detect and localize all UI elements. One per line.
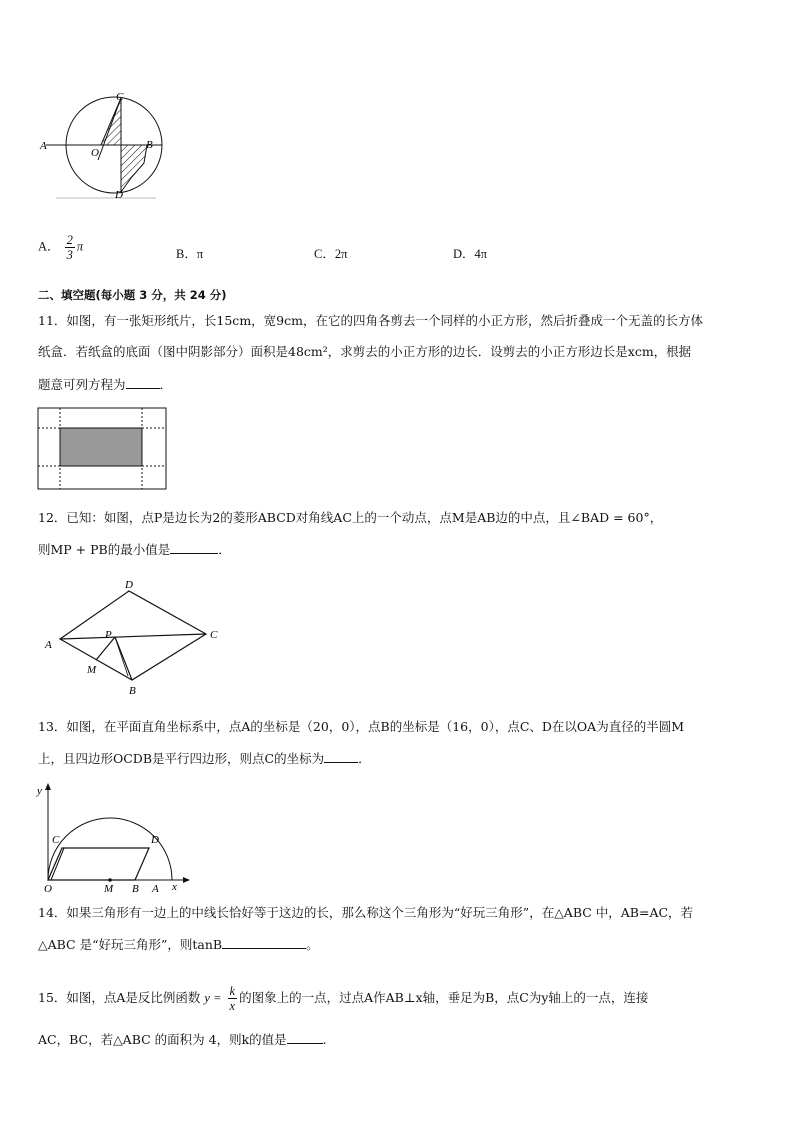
q10-circle-figure (36, 88, 166, 203)
q12-line1: 12．已知：如图，点P是边长为2的菱形ABCD对角线AC上的一个动点，点M是AB边的中点，且∠BAD = 60°， (38, 510, 663, 525)
q14-answer-blank[interactable] (222, 936, 306, 949)
shaded-region-upper (101, 98, 121, 145)
q13-answer-blank[interactable] (324, 750, 358, 763)
label-m: M (104, 883, 114, 895)
q12-answer-blank[interactable] (170, 541, 218, 554)
q11-line2: 纸盒．若纸盒的底面（图中阴影部分）面积是48cm²，求剪去的小正方形的边长．设剪去的小正方形边长是xcm，根据 (38, 344, 692, 359)
option-a-fraction (65, 233, 75, 262)
q11-rectangle-figure (37, 407, 169, 493)
q14-line2-end: 。 (306, 937, 319, 952)
q11-line3-end: ． (159, 377, 173, 392)
section-heading: 二、填空题(每小题 3 分，共 24 分) (38, 288, 227, 302)
q15-function-y: y = (204, 991, 222, 1005)
label-a: A (152, 883, 159, 895)
x-axis-arrow (183, 877, 190, 883)
label-o: O (44, 883, 52, 895)
q14-line1: 14．如果三角形有一边上的中线长恰好等于这边的长，那么称这个三角形为“好玩三角形”，在△ABC 中，AB=AC，若 (38, 905, 694, 920)
q12-rhombus-figure (40, 576, 230, 700)
diagonal-ac (60, 634, 206, 639)
q11-line1: 11．如图，有一张矩形纸片，长15cm，宽9cm，在它的四角各剪去一个同样的小正方形，然后折叠成一个无盖的长方体 (38, 313, 703, 328)
shaded-region-lower (121, 145, 147, 192)
label-a: A (45, 639, 52, 651)
option-c[interactable]: C．2π (314, 247, 348, 261)
q15-line1-post: 的图象上的一点，过点A作AB⊥x轴，垂足为B，点C为y轴上的一点，连接 (239, 990, 649, 1005)
q13-line1: 13．如图，在平面直角坐标系中，点A的坐标是（20，0），点B的坐标是（16，0），点C、D在以OA为直径的半圆M (38, 719, 684, 734)
label-o: O (91, 147, 99, 159)
chord-oc-inner (51, 848, 64, 880)
option-b[interactable]: B．π (176, 247, 204, 261)
q12-line2 (38, 541, 231, 558)
option-a-label: A． (38, 239, 60, 254)
rhombus-abcd (60, 591, 206, 680)
label-d: D (151, 834, 159, 846)
fraction-denominator: x (229, 999, 236, 1013)
fraction-numerator: k (229, 984, 236, 998)
q15-line1 (38, 984, 648, 1013)
option-a-suffix: π (76, 239, 84, 254)
label-d: D (125, 579, 133, 591)
label-m: M (87, 664, 97, 676)
option-a[interactable] (38, 233, 83, 262)
fraction-numerator: 2 (66, 233, 73, 247)
fraction-denominator: 3 (66, 248, 73, 262)
label-c: C (52, 834, 60, 846)
label-c: C (210, 629, 218, 641)
semicircle-m (48, 818, 172, 880)
q13-line2-end: ． (358, 751, 371, 766)
q12-line2-end: ． (218, 542, 231, 557)
q11-answer-blank[interactable] (126, 376, 160, 389)
parallelogram-ocdb (48, 848, 149, 880)
q12-line2-text: 则MP + PB的最小值是 (38, 542, 171, 557)
q15-fraction (228, 984, 238, 1013)
q15-line2 (38, 1031, 327, 1048)
center-point-m (108, 878, 112, 882)
option-d[interactable]: D．4π (453, 247, 488, 261)
label-p: P (105, 629, 112, 641)
q15-line2-text: AC，BC，若△ABC 的面积为 4，则k的值是 (38, 1032, 287, 1047)
q14-line2-text: △ABC 是“好玩三角形”，则tanB (38, 937, 223, 952)
label-x: x (172, 881, 177, 893)
q14-line2 (38, 936, 319, 953)
label-a: A (40, 140, 47, 152)
q11-line3-text: 题意可列方程为 (38, 377, 126, 392)
q13-line2 (38, 750, 371, 767)
label-c: C (116, 91, 124, 103)
y-axis-arrow (45, 783, 51, 790)
q15-line2-end: . (322, 1032, 327, 1047)
label-d: D (115, 189, 123, 201)
label-y: y (37, 785, 42, 797)
q11-line3 (38, 376, 172, 393)
label-b: B (129, 685, 136, 697)
base-shaded (60, 428, 142, 466)
q15-answer-blank[interactable] (287, 1031, 323, 1044)
q13-line2-text: 上，且四边形OCDB是平行四边形，则点C的坐标为 (38, 751, 325, 766)
q13-coordinate-figure (34, 780, 194, 896)
label-b: B (132, 883, 139, 895)
q15-line1-pre: 15．如图，点A是反比例函数 (38, 990, 201, 1005)
segment-m-b-hint (115, 637, 128, 676)
label-b: B (146, 139, 153, 151)
